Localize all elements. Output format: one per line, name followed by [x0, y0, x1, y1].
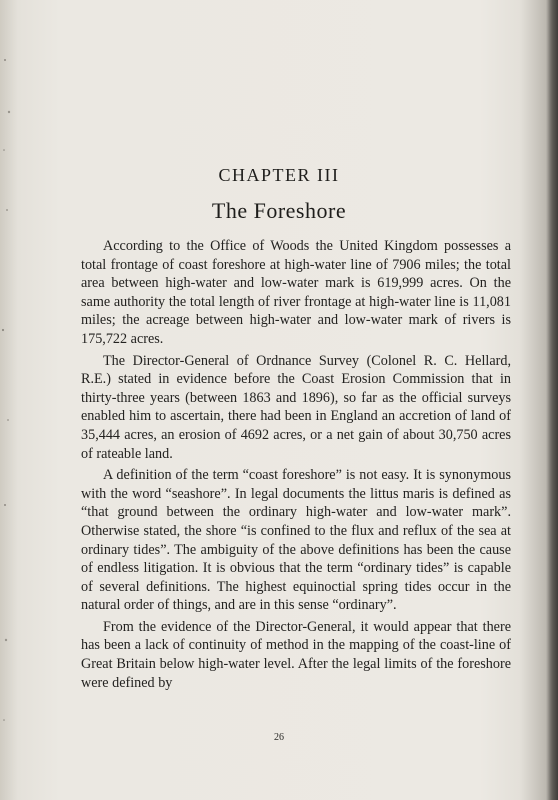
chapter-number: CHAPTER III — [218, 165, 340, 185]
paragraph-office-of-woods: According to the Office of Woods the United Kingdom possesses a total frontage of coast foreshore at high-water line of 7906 miles; the total area between high-water and low-water mark is 619,999 acres. On the same authority the total length of river frontage at high-water line is 11,081 miles; the acreage between high-water and low-water mark of rivers is 175,722 acres. — [81, 238, 511, 347]
page-gutter-shadow — [0, 0, 22, 800]
chapter-title: The Foreshore — [211, 198, 347, 223]
page-number: 26 — [274, 732, 284, 743]
paragraph-foreshore-definition: A definition of the term “coast foreshore” is not easy. It is synonymous with the word “seashore”. In legal documents the littus maris is defined as “that ground between the ordinary high-water and low-water mark”. Otherwise stated, the shore “is confined to the flux and reflux of the sea at ordinary tides”. The ambiguity of the above definitions has been the cause of endless litigation. It is obvious that the term “ordinary tides” is capable of several definitions. The highest equinoctial spring tides occur in the natural order of things, and are in this sense “ordinary”. — [81, 467, 511, 614]
paragraph-director-general-evidence: From the evidence of the Director-General, it would appear that there has been a lack of continuity of method in the mapping of the coast-line of Great Britain below high-water level. After the legal limits of the foreshore were defined by — [81, 618, 511, 691]
page-edge-shadow — [546, 0, 558, 800]
paragraph-ordnance-survey: The Director-General of Ordnance Survey (Colonel R. C. Hellard, R.E.) stated in evidence before the Coast Erosion Commission that in thirty-three years (between 1863 and 1896), so far as the official surveys enabled him to ascertain, there had been in England an accretion of land of 35,444 acres, an erosion of 4692 acres, or a net gain of about 30,750 acres of rateable land. — [81, 352, 511, 462]
chapter-body — [81, 237, 511, 695]
